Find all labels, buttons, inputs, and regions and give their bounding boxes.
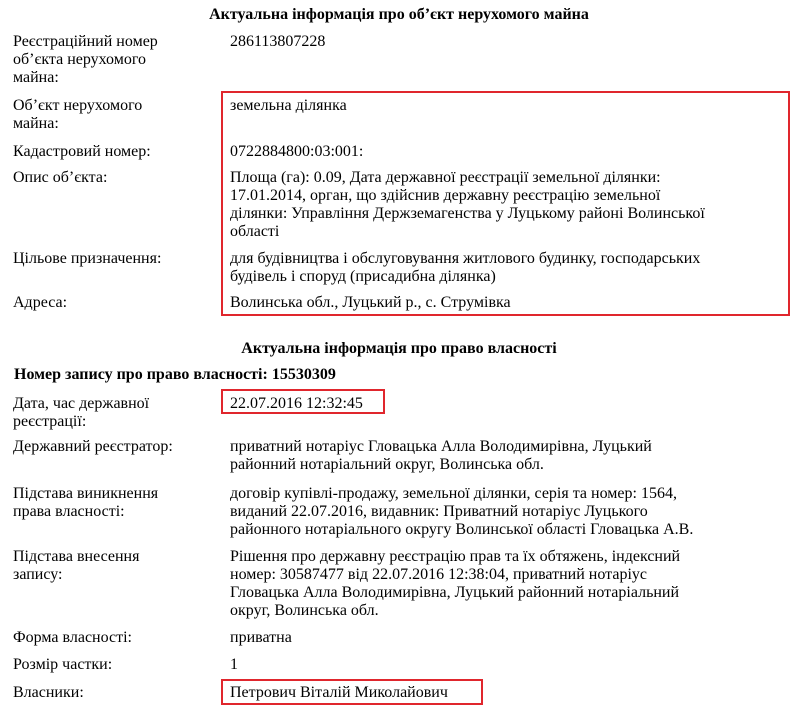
label-cadastral-number: Кадастровий номер:	[13, 143, 151, 160]
label-registration-number: Реєстраційний номер об’єкта нерухомого майна:	[13, 33, 158, 86]
label-record-basis: Підстава внесення запису:	[13, 548, 140, 583]
highlight-box-registration-datetime	[221, 389, 385, 414]
section-title-ownership: Актуальна інформація про право власності	[241, 340, 557, 357]
value-ownership-basis: договір купівлі-продажу, земельної ділянки, серія та номер: 1564, виданий 22.07.2016, видавник: Приватний нотаріус Луцького районного нотаріального округу Волинської області Гловацька А.В.	[230, 485, 694, 538]
label-registration-datetime: Дата, час державної реєстрації:	[13, 395, 150, 430]
value-state-registrar: приватний нотаріус Гловацька Алла Володимирівна, Луцький районний нотаріальний округ, Волинська обл.	[230, 438, 652, 473]
label-state-registrar: Державний реєстратор:	[13, 438, 173, 455]
value-record-basis: Рішення про державну реєстрацію прав та їх обтяжень, індексний номер: 30587477 від 22.07.2016 12:38:04, приватний нотаріус Гловацька Алла Володимирівна, Луцький районний нотаріальний округ, Волинська обл.	[230, 548, 681, 619]
value-share-size: 1	[230, 656, 238, 673]
label-intended-purpose: Цільове призначення:	[13, 250, 162, 267]
value-property-object: земельна ділянка	[230, 97, 347, 114]
value-owners: Петрович Віталій Миколайович	[230, 684, 448, 701]
value-address: Волинська обл., Луцький р., с. Струмівка	[230, 294, 511, 311]
label-share-size: Розмір частки:	[13, 656, 113, 673]
value-object-description: Площа (га): 0.09, Дата державної реєстрації земельної ділянки: 17.01.2014, орган, що здійснив державну реєстрацію земельної ділянки: Управління Держземагенства у Луцькому районі Волинської області	[230, 169, 705, 240]
label-ownership-form: Форма власності:	[13, 629, 132, 646]
section-title-property-object: Актуальна інформація про об’єкт нерухомого майна	[209, 6, 589, 23]
label-address: Адреса:	[13, 294, 68, 311]
highlight-box-object-details	[221, 91, 790, 316]
label-ownership-basis: Підстава виникнення права власності:	[13, 485, 159, 520]
value-registration-datetime: 22.07.2016 12:32:45	[230, 395, 363, 412]
value-ownership-form: приватна	[230, 629, 292, 646]
value-intended-purpose: для будівництва і обслуговування житлового будинку, господарських будівель і споруд (присадибна ділянка)	[230, 250, 701, 285]
value-cadastral-number: 0722884800:03:001:	[230, 143, 364, 160]
label-object-description: Опис об’єкта:	[13, 169, 108, 186]
highlight-box-owner	[221, 679, 483, 705]
value-registration-number: 286113807228	[230, 33, 326, 50]
label-property-object: Об’єкт нерухомого майна:	[13, 97, 143, 132]
label-owners: Власники:	[13, 684, 84, 701]
ownership-record-number: Номер запису про право власності: 15530309	[14, 366, 336, 383]
